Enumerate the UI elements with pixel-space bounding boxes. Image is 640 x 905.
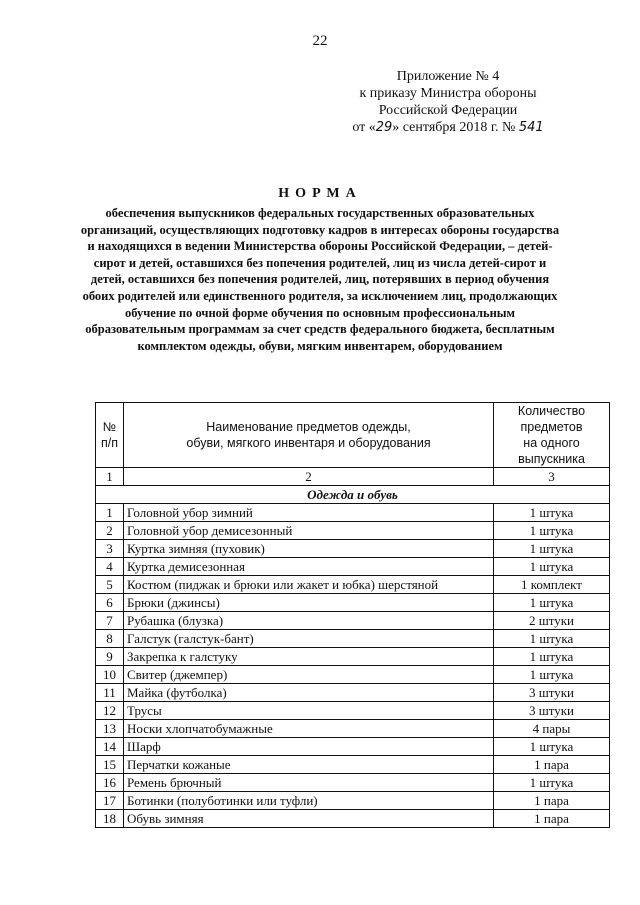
item-name: Головной убор демисезонный [124, 522, 494, 540]
item-name: Ремень брючный [124, 774, 494, 792]
table-row [96, 792, 610, 810]
row-number: 16 [96, 774, 124, 792]
document-subtitle: обеспечения выпускников федеральных государственных образовательных организаций, осуществляющих подготовку кадров в интересах обороны государства и находящихся в ведении Министерства обороны Российской Федерации, – детей-сирот и детей, оставшихся без попечения родителей, лиц из числа детей-сирот и детей, оставшихся без попечения родителей, лиц, потерявших в период обучения обоих родителей или единственного родителя, за исключением лиц, продолжающих обучение по очной форме обучения по основным профессиональным образовательным программам за счет средств федерального бюджета, бесплатным комплектом одежды, обуви, мягким инвентарем, оборудованием [80, 206, 560, 353]
table-row [96, 540, 610, 558]
table-row [96, 522, 610, 540]
item-name: Майка (футболка) [124, 684, 494, 702]
item-name: Закрепка к галстуку [124, 648, 494, 666]
order-number-handwritten: 541 [518, 120, 544, 135]
item-quantity: 1 штука [494, 774, 610, 792]
item-quantity: 1 штука [494, 648, 610, 666]
document-title: НОРМА [278, 186, 362, 201]
header-qty: Количество предметов на одного выпускника [494, 403, 610, 468]
column-numbers-row [96, 468, 610, 486]
item-name: Галстук (галстук-бант) [124, 630, 494, 648]
row-number: 14 [96, 738, 124, 756]
table-row [96, 774, 610, 792]
appendix-country: Российской Федерации [378, 103, 518, 118]
item-name: Носки хлопчатобумажные [124, 720, 494, 738]
item-quantity: 1 штука [494, 522, 610, 540]
row-number: 9 [96, 648, 124, 666]
table-row [96, 666, 610, 684]
item-name: Свитер (джемпер) [124, 666, 494, 684]
column-number-3: 3 [494, 468, 610, 486]
table-row [96, 756, 610, 774]
row-number: 5 [96, 576, 124, 594]
item-quantity: 1 штука [494, 630, 610, 648]
row-number: 18 [96, 810, 124, 828]
table-row [96, 594, 610, 612]
appendix-block [318, 68, 578, 136]
date-prefix: от « [352, 120, 376, 135]
item-name: Куртка демисезонная [124, 558, 494, 576]
item-quantity: 2 штуки [494, 612, 610, 630]
row-number: 1 [96, 504, 124, 522]
row-number: 8 [96, 630, 124, 648]
table-row [96, 576, 610, 594]
table-row [96, 648, 610, 666]
appendix-date-line [318, 119, 578, 136]
table-row [96, 720, 610, 738]
date-suffix: » сентября 2018 г. № [392, 120, 519, 135]
item-name: Шарф [124, 738, 494, 756]
row-number: 10 [96, 666, 124, 684]
column-number-2: 2 [124, 468, 494, 486]
row-number: 4 [96, 558, 124, 576]
item-quantity: 1 штука [494, 666, 610, 684]
row-number: 6 [96, 594, 124, 612]
item-name: Ботинки (полуботинки или туфли) [124, 792, 494, 810]
item-quantity: 3 штуки [494, 684, 610, 702]
row-number: 11 [96, 684, 124, 702]
item-name: Костюм (пиджак и брюки или жакет и юбка) шерстяной [124, 576, 494, 594]
item-quantity: 1 штука [494, 738, 610, 756]
item-quantity: 3 штуки [494, 702, 610, 720]
appendix-title: Приложение № 4 [396, 69, 500, 84]
table-row [96, 684, 610, 702]
section-title: Одежда и обувь [96, 486, 610, 504]
table-row [96, 738, 610, 756]
item-quantity: 4 пары [494, 720, 610, 738]
item-quantity: 1 штука [494, 504, 610, 522]
table-row [96, 558, 610, 576]
table-header-row [96, 403, 610, 468]
item-name: Рубашка (блузка) [124, 612, 494, 630]
row-number: 15 [96, 756, 124, 774]
row-number: 3 [96, 540, 124, 558]
row-number: 7 [96, 612, 124, 630]
item-name: Трусы [124, 702, 494, 720]
table-row [96, 504, 610, 522]
item-quantity: 1 пара [494, 756, 610, 774]
appendix-order-ref: к приказу Министра обороны [359, 86, 537, 101]
row-number: 2 [96, 522, 124, 540]
item-name: Обувь зимняя [124, 810, 494, 828]
column-number-1: 1 [96, 468, 124, 486]
row-number: 12 [96, 702, 124, 720]
section-row [96, 486, 610, 504]
header-num: № п/п [96, 403, 124, 468]
item-name: Куртка зимняя (пуховик) [124, 540, 494, 558]
table-row [96, 612, 610, 630]
date-day-handwritten: 29 [375, 120, 393, 135]
page-number: 22 [312, 33, 328, 49]
item-quantity: 1 штука [494, 558, 610, 576]
item-quantity: 1 пара [494, 810, 610, 828]
item-quantity: 1 комплект [494, 576, 610, 594]
item-quantity: 1 штука [494, 594, 610, 612]
table-row [96, 810, 610, 828]
table-row [96, 630, 610, 648]
norms-table [95, 402, 610, 828]
header-name: Наименование предметов одежды, обуви, мягкого инвентаря и оборудования [124, 403, 494, 468]
item-name: Перчатки кожаные [124, 756, 494, 774]
table-row [96, 702, 610, 720]
row-number: 13 [96, 720, 124, 738]
item-name: Головной убор зимний [124, 504, 494, 522]
item-quantity: 1 пара [494, 792, 610, 810]
row-number: 17 [96, 792, 124, 810]
item-name: Брюки (джинсы) [124, 594, 494, 612]
item-quantity: 1 штука [494, 540, 610, 558]
